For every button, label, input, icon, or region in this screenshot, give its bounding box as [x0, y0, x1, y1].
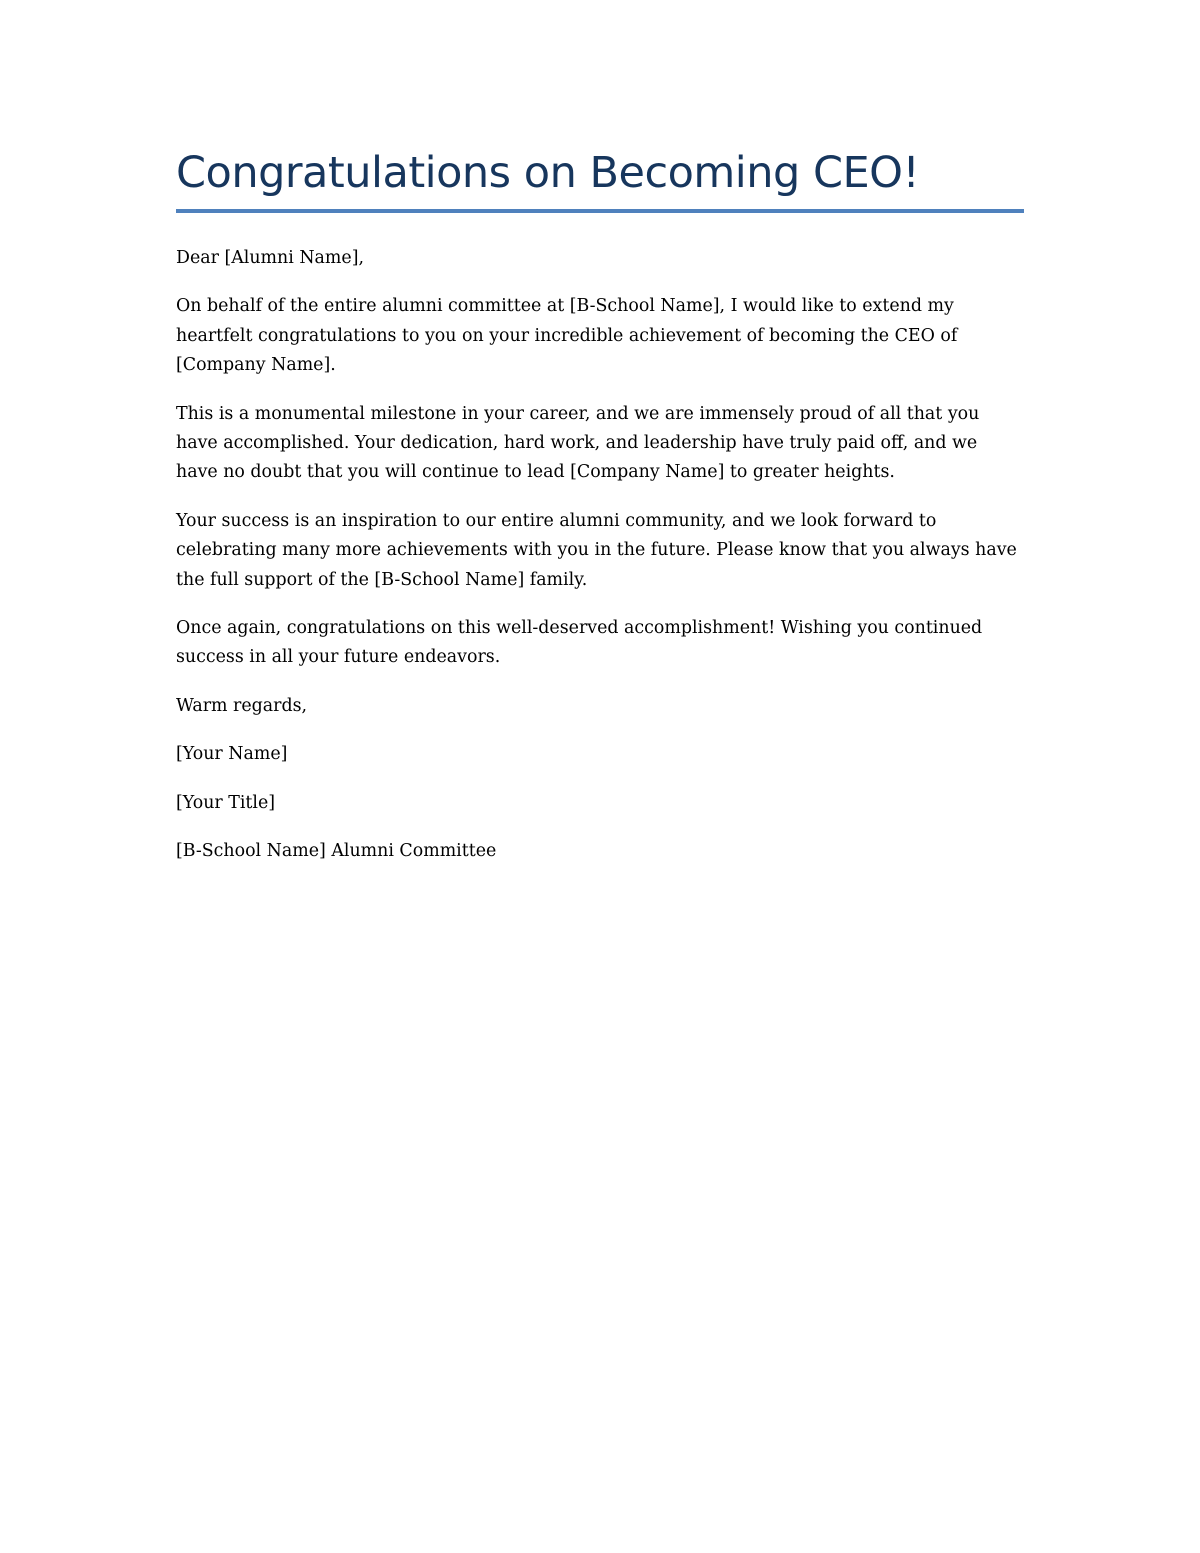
paragraph-4: Once again, congratulations on this well-deserved accomplishment! Wishing you continued success in all your future endeavors. — [176, 618, 983, 668]
title-underline — [176, 209, 1024, 213]
signature-name: [Your Name] — [176, 744, 288, 765]
paragraph-1: On behalf of the entire alumni committee at [B-School Name], I would like to extend my heartfelt congratulations to you on your incredible achievement of becoming the CEO of [Company Name]. — [176, 296, 958, 376]
signature-title: [Your Title] — [176, 792, 276, 813]
paragraph-2: This is a monumental milestone in your career, and we are immensely proud of all that you have accomplished. Your dedication, hard work, and leadership have truly paid off, and we have no doubt that you will continue to lead [Company Name] to greater heights. — [176, 403, 980, 483]
letter-body — [176, 244, 1024, 867]
signature-organization: [B-School Name] Alumni Committee — [176, 841, 497, 862]
letter-title: Congratulations on Becoming CEO! — [176, 148, 920, 198]
salutation: Dear [Alumni Name], — [176, 248, 365, 268]
paragraph-3: Your success is an inspiration to our entire alumni community, and we look forward to celebrating many more achievements with you in the future. Please know that you always have the full support of the [B-School Name] family. — [176, 510, 1017, 590]
closing: Warm regards, — [176, 695, 308, 716]
letter-content — [176, 142, 1024, 886]
